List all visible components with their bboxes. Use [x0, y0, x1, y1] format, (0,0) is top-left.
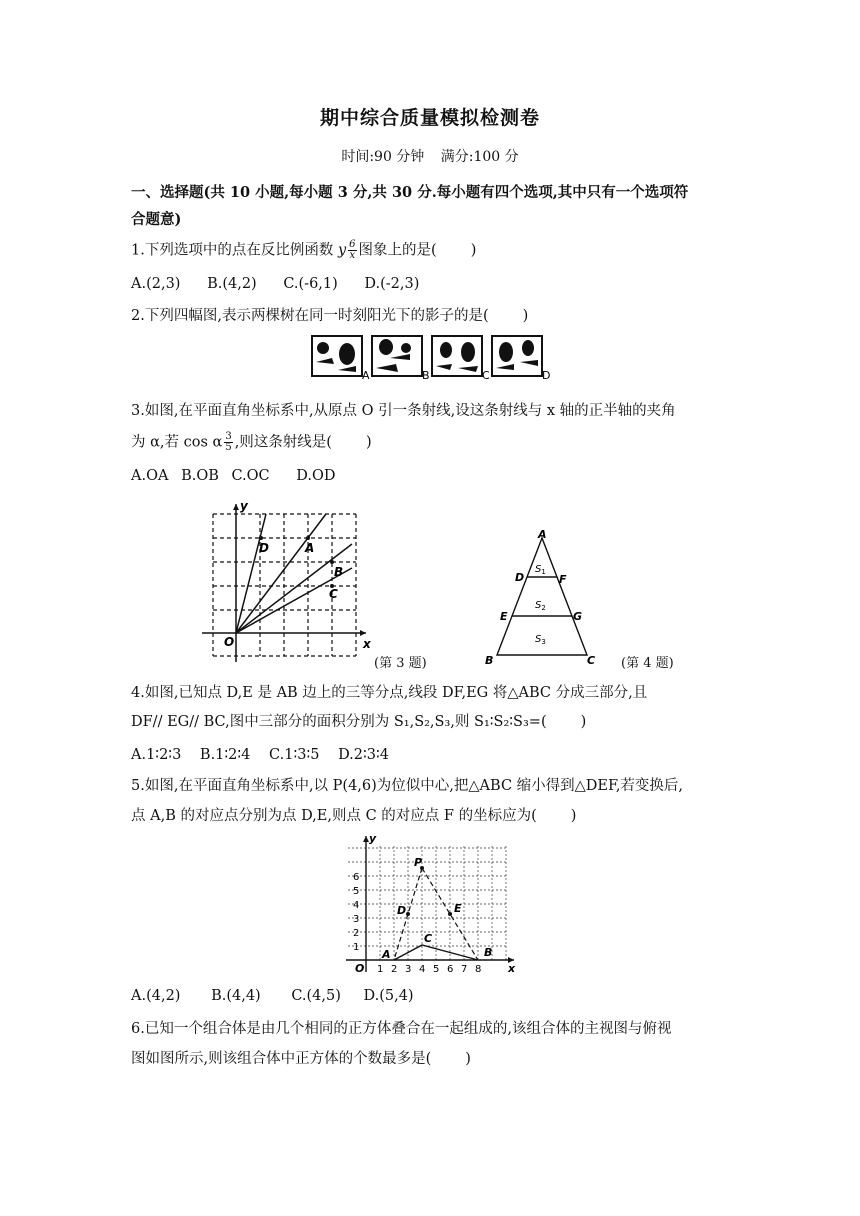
q3-label-c: C — [329, 587, 338, 601]
q1-option-a[interactable]: A.(2,3) — [131, 276, 181, 292]
q1-text-b: 图象上的是( — [358, 242, 437, 259]
q6-text-end: ) — [465, 1051, 471, 1067]
q3-text-a: 为 α,若 cos α — [131, 434, 223, 451]
q5-x-tick-label: 3 — [405, 964, 412, 975]
q5-label-o: O — [355, 962, 365, 975]
q4-label-g: G — [573, 610, 583, 623]
q5-y-tick-label: 3 — [353, 914, 360, 925]
q2-text-end: ) — [522, 308, 529, 324]
q4-text-end: ) — [580, 714, 587, 730]
q4-label-a: A — [538, 528, 547, 541]
q2-panel-b[interactable] — [372, 336, 430, 382]
q1-option-d[interactable]: D.(-2,3) — [364, 276, 420, 292]
q3-fraction — [224, 432, 232, 453]
q6-text: 图如图所示,则该组合体中正方体的个数最多是( — [131, 1051, 432, 1067]
q4-option-c[interactable]: C.1∶3∶5 — [269, 747, 320, 763]
question-3-line1: 3.如图,在平面直角坐标系中,从原点 O 引一条射线,设这条射线与 x 轴的正半轴的夹角 — [131, 403, 676, 419]
question-4-options — [131, 745, 411, 765]
q3-option-b[interactable]: B.OB — [181, 468, 219, 484]
q5-y-tick-label: 1 — [353, 942, 360, 953]
q4-label-b: B — [485, 654, 494, 667]
q4-label-s3: $S_3$ — [535, 634, 546, 646]
q4-label-c: C — [587, 654, 596, 667]
q2-label-b: B — [422, 369, 430, 382]
q3-caption: (第 3 题) — [374, 656, 427, 671]
q5-x-tick-label: 8 — [475, 964, 482, 975]
question-1-options — [131, 274, 441, 294]
q5-option-b[interactable]: B.(4,4) — [211, 988, 261, 1004]
q5-y-tick-label: 6 — [353, 872, 360, 883]
q3-option-d[interactable]: D.OD — [296, 468, 336, 484]
q1-option-b[interactable]: B.(4,2) — [207, 276, 257, 292]
question-6-line2 — [131, 1049, 471, 1069]
question-2-stem — [131, 306, 528, 326]
q5-text-end: ) — [570, 808, 577, 824]
q5-x-tick-label: 2 — [391, 964, 398, 975]
q3-text-b: ,则这条射线是( — [234, 434, 332, 451]
q4-caption: (第 4 题) — [621, 656, 674, 671]
q5-text: 点 A,B 的对应点分别为点 D,E,则点 C 的对应点 F 的坐标应为( — [131, 808, 537, 824]
section-heading-line2: 合题意) — [131, 211, 182, 228]
section-heading-line1: 一、选择题(共 10 小题,每小题 3 分,共 30 分.每小题有四个选项,其中只有一个选项符 — [131, 184, 689, 201]
q2-text: 2.下列四幅图,表示两棵树在同一时刻阳光下的影子的是( — [131, 308, 489, 324]
q5-x-tick-label: 4 — [419, 964, 426, 975]
question-4-line1: 4.如图,已知点 D,E 是 AB 边上的三等分点,线段 DF,EG 将△ABC 分成三部分,且 — [131, 685, 648, 701]
exam-score: 满分:100 分 — [440, 149, 519, 165]
question-4-line2 — [131, 712, 586, 732]
q2-panel-d[interactable] — [492, 336, 550, 382]
q5-x-tick-label: 5 — [433, 964, 440, 975]
q1-text-c: ) — [470, 242, 477, 259]
q4-text: DF// EG// BC,图中三部分的面积分别为 S₁,S₂,S₃,则 S₁∶S₂∶S₃=( — [131, 714, 547, 730]
q5-coordinate-figure — [338, 830, 522, 976]
q5-label-d: D — [397, 904, 407, 917]
q4-label-s2: $S_2$ — [535, 600, 546, 612]
q1-func-y: y — [337, 242, 347, 259]
q3-coordinate-figure — [200, 496, 380, 664]
q4-option-a[interactable]: A.1∶2∶3 — [131, 747, 182, 763]
q5-x-tick-label: 1 — [377, 964, 384, 975]
q5-option-d[interactable]: D.(5,4) — [363, 988, 414, 1004]
q5-x-tick-label: 7 — [461, 964, 468, 975]
q1-frac-num: 6 — [349, 239, 356, 250]
q3-text-c: ) — [365, 434, 372, 451]
q2-panel-a[interactable] — [312, 336, 370, 382]
q3-label-d: D — [259, 541, 269, 555]
q4-option-b[interactable]: B.1∶2∶4 — [199, 747, 251, 763]
exam-meta — [0, 146, 860, 166]
q5-option-a[interactable]: A.(4,2) — [131, 988, 181, 1004]
q1-frac-den: x — [349, 250, 356, 261]
q5-label-x: x — [508, 962, 516, 975]
q1-fraction — [348, 240, 356, 261]
q5-label-y: y — [369, 832, 377, 845]
q2-panel-c[interactable] — [432, 336, 490, 382]
q5-option-c[interactable]: C.(4,5) — [291, 988, 341, 1004]
q1-option-c[interactable]: C.(-6,1) — [283, 276, 338, 292]
question-5-options — [131, 986, 436, 1006]
question-5-line2 — [131, 806, 576, 826]
question-1-stem — [131, 240, 476, 261]
exam-time: 时间:90 分钟 — [341, 149, 425, 165]
q2-label-a: A — [362, 369, 370, 382]
q5-label-c: C — [424, 932, 433, 945]
q5-y-tick-label: 2 — [353, 928, 360, 939]
q5-y-tick-label: 5 — [353, 886, 360, 897]
page-title: 期中综合质量模拟检测卷 — [319, 107, 540, 129]
q5-x-tick-label: 6 — [447, 964, 454, 975]
q4-label-e: E — [500, 610, 508, 623]
q3-label-a: A — [305, 541, 315, 555]
q5-y-tick-label: 4 — [353, 900, 360, 911]
q3-option-a[interactable]: A.OA — [131, 468, 169, 484]
question-5-line1: 5.如图,在平面直角坐标系中,以 P(4,6)为位似中心,把△ABC 缩小得到△DEF,若变换后, — [131, 778, 684, 794]
q1-text-a: 1.下列选项中的点在反比例函数 — [131, 242, 338, 259]
q5-label-p: P — [414, 856, 423, 869]
q3-label-o: O — [224, 635, 235, 649]
q5-label-e: E — [454, 902, 462, 915]
q3-ray-od — [236, 514, 266, 633]
q4-label-s1: $S_1$ — [535, 564, 546, 576]
q3-option-c[interactable]: C.OC — [231, 468, 270, 484]
q4-label-f: F — [559, 573, 567, 586]
q3-label-x: x — [363, 637, 371, 651]
q2-label-d: D — [542, 369, 551, 382]
question-6-line1: 6.已知一个组合体是由几个相同的正方体叠合在一起组成的,该组合体的主视图与俯视 — [131, 1021, 672, 1037]
q2-label-c: C — [482, 369, 490, 382]
q4-triangle-figure — [482, 528, 622, 668]
q3-frac-den: 5 — [225, 442, 232, 453]
q5-label-a: A — [382, 948, 391, 961]
q3-frac-num: 3 — [225, 431, 232, 442]
q4-label-d: D — [515, 571, 525, 584]
question-3-line2 — [131, 432, 372, 453]
q4-option-d[interactable]: D.2∶3∶4 — [338, 747, 390, 763]
q3-label-b: B — [334, 565, 344, 579]
q3-label-y: y — [240, 499, 248, 513]
q2-tree-shadow-figures — [310, 334, 560, 382]
q5-label-b: B — [484, 946, 493, 959]
question-3-options — [131, 466, 358, 486]
